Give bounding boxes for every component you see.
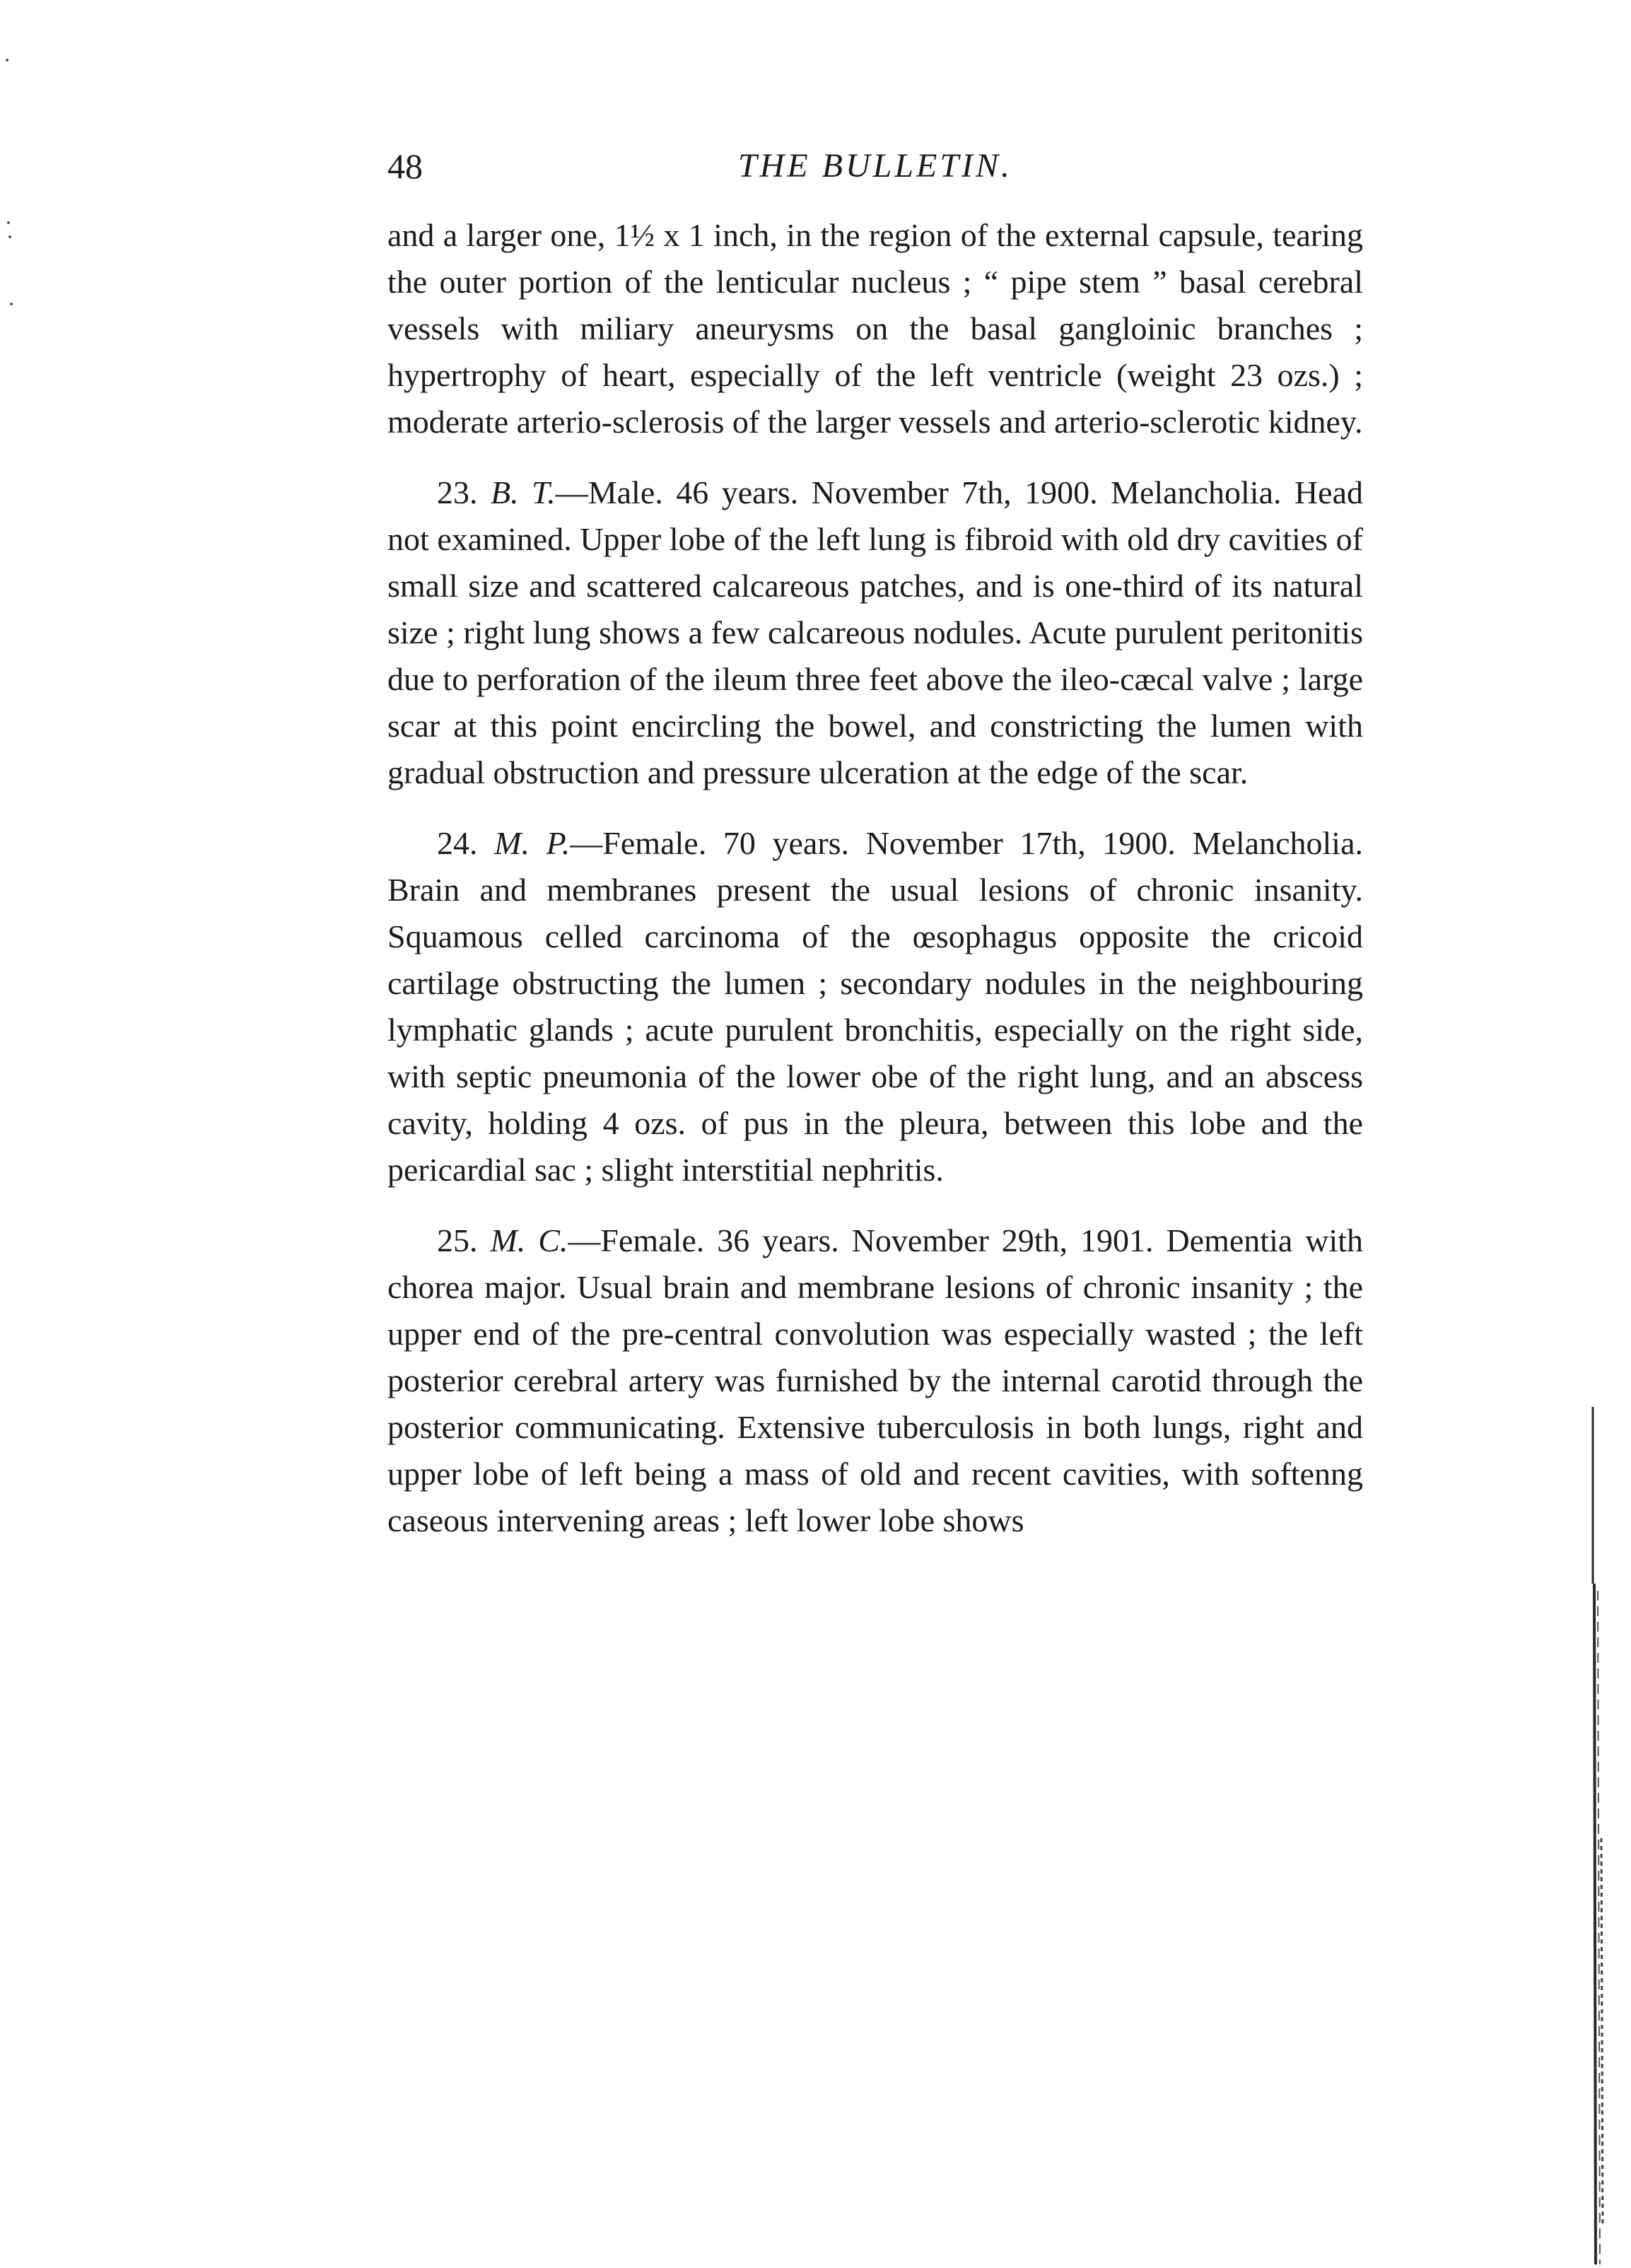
page-edge-svg (1574, 0, 1631, 2264)
case-number: 24. (437, 825, 478, 861)
scan-artifact-marks (0, 0, 42, 353)
scan-dot (7, 221, 10, 224)
scan-dot (8, 235, 11, 238)
case-text: —Female. 36 years. November 29th, 1901. Dementia with chorea major. Usual brain and membrane lesions of chronic insanity ; the upper end of the pre-central convolution was especially wasted ; the left posterior cerebral artery was furnished by the internal carotid through the posterior communicating. Extensive tuberculosis in both lungs, right and upper lobe of left being a mass of old and recent cavities, with softenng caseous intervening areas ; left lower lobe shows (387, 1222, 1364, 1538)
scan-dot (6, 59, 8, 62)
case-initials: B. T. (490, 474, 556, 510)
edge-line-texture (1601, 1838, 1603, 2227)
case-entry-23 (387, 469, 1363, 796)
case-text: —Male. 46 years. November 7th, 1900. Melancholia. Head not examined. Upper lobe of the left lung is fibroid with old dry cavities of small size and scattered calcareous patches, and is one-third of its natural size ; right lung shows a few calcareous nodules. Acute purulent peritonitis due to perforation of the ileum three feet above the ileo-cæcal valve ; large scar at this point encircling the bowel, and constricting the lumen with gradual obstruction and pressure ulceration at the edge of the scar. (387, 474, 1364, 790)
body-text (387, 212, 1363, 1544)
running-title: THE BULLETIN. (737, 147, 1013, 185)
page-header (387, 138, 1363, 194)
case-number: 23. (437, 474, 478, 510)
page-edge-shadow (1574, 0, 1631, 2264)
page-number: 48 (387, 146, 423, 186)
case-text: —Female. 70 years. November 17th, 1900. Melancholia. Brain and membranes present the usual lesions of chronic insanity. Squamous celled carcinoma of the œsophagus opposite the cricoid cartilage obstructing the lumen ; secondary nodules in the neighbouring lymphatic glands ; acute purulent bronchitis, especially on the right side, with septic pneumonia of the lower obe of the right lung, and an abscess cavity, holding 4 ozs. of pus in the pleura, between this lobe and the pericardial sac ; slight interstitial nephritis. (387, 825, 1363, 1188)
case-number: 25. (437, 1222, 478, 1258)
scan-dot (10, 303, 13, 305)
edge-line-texture (1598, 1591, 1600, 2264)
paragraph-continued: and a larger one, 1½ x 1 inch, in the region of the external capsule, tearing the outer portion of the lenticular nucleus ; “ pipe stem ” basal cerebral vessels with miliary aneurysms on the basal gangloinic branches ; hypertrophy of heart, especially of the left ventricle (weight 23 ozs.) ; moderate arterio-sclerosis of the larger vessels and arterio-sclerotic kidney. (387, 217, 1363, 440)
case-entry-25 (387, 1217, 1363, 1544)
case-initials: M. P. (494, 825, 571, 861)
case-initials: M. C. (490, 1222, 568, 1258)
case-entry-24 (387, 820, 1363, 1193)
edge-line (1594, 1584, 1596, 2264)
scan-artifact-svg (0, 0, 42, 353)
